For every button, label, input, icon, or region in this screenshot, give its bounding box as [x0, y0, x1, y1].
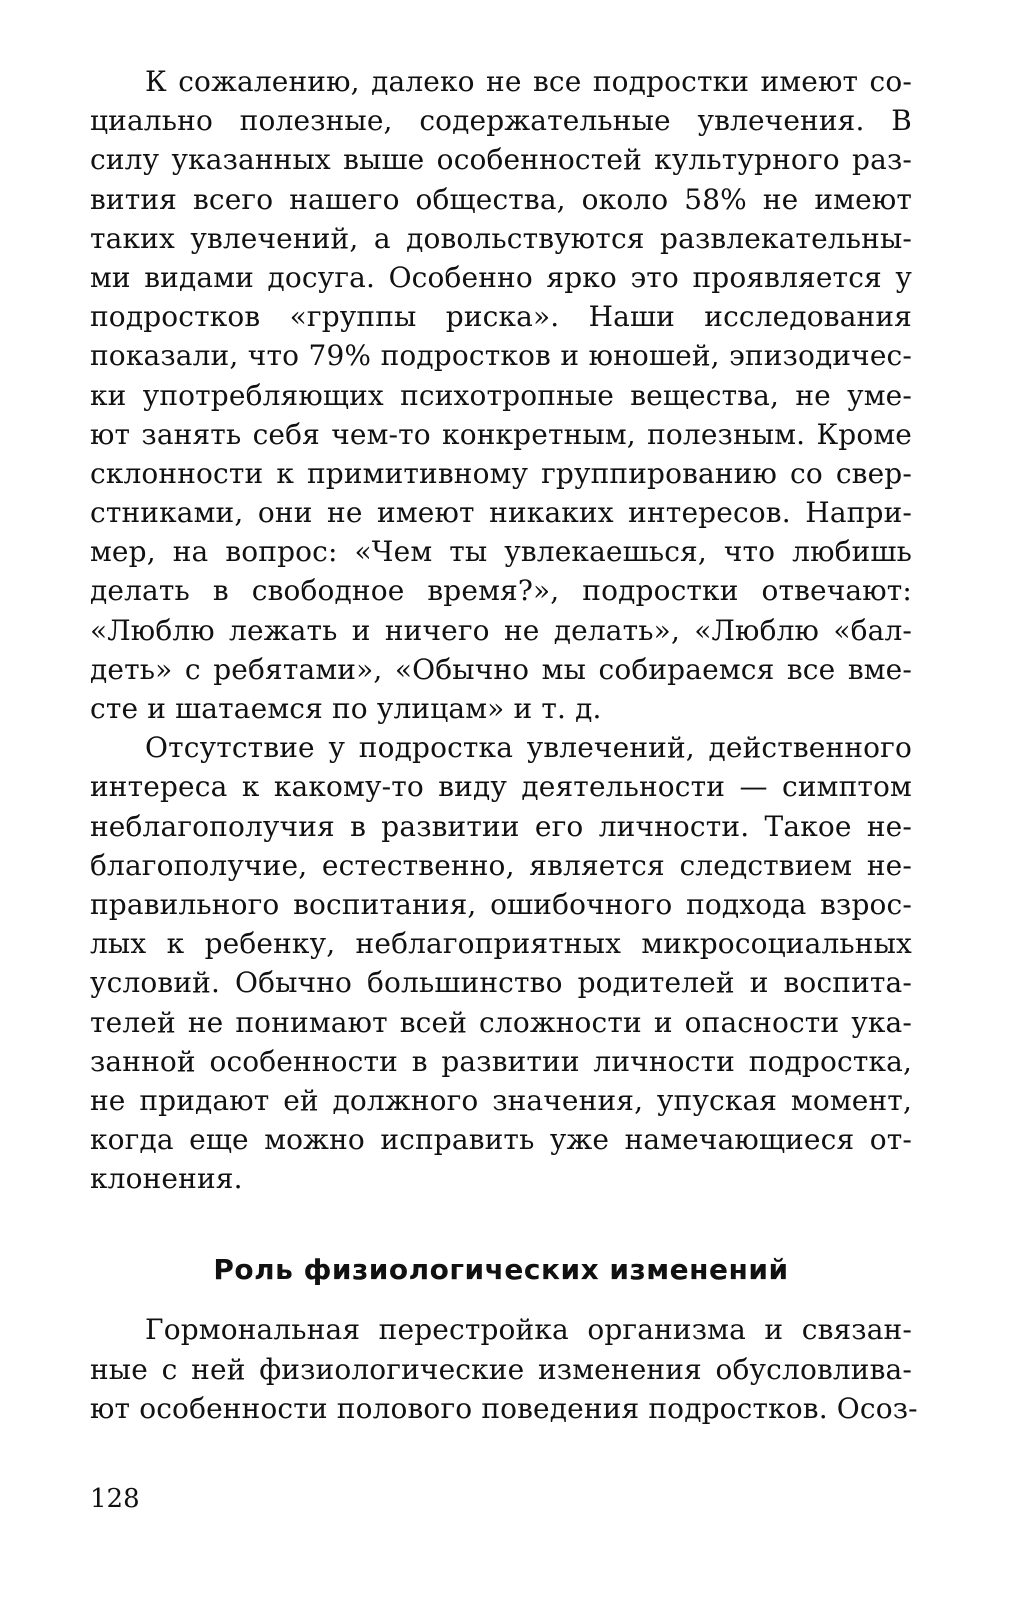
text-line: циально полезные, содержательные увлечения. В: [90, 104, 912, 138]
text-line: таких увлечений, а довольствуются развлекательны-: [90, 221, 912, 255]
text-line: силу указанных выше особенностей культурного раз-: [90, 143, 912, 177]
text-line: «Люблю лежать и ничего не делать», «Люблю «бал-: [90, 613, 912, 647]
text-line: лых к ребенку, неблагоприятных микросоциальных: [90, 927, 912, 961]
text-line: клонения.: [90, 1162, 243, 1196]
text-line: ные с ней физиологические изменения обусловлива-: [90, 1352, 912, 1386]
text-line: ки употребляющих психотропные вещества, не уме-: [90, 378, 912, 412]
text-line: деть» с ребятами», «Обычно мы собираемся все вме-: [90, 652, 912, 686]
text-line: правильного воспитания, ошибочного подхода взрос-: [90, 887, 912, 921]
page-body: [90, 62, 918, 1428]
text-line: делать в свободное время?», подростки отвечают:: [90, 574, 912, 608]
section-heading: Роль физиологических изменений: [213, 1253, 789, 1287]
text-line: ют занять себя чем-то конкретным, полезным. Кроме: [90, 417, 912, 451]
text-line: не придают ей должного значения, упуская момент,: [90, 1083, 912, 1117]
text-line: телей не понимают всей сложности и опасности ука-: [90, 1005, 912, 1039]
text-line: когда еще можно исправить уже намечающиеся от-: [90, 1123, 912, 1157]
text-line: неблагополучия в развитии его личности. Такое не-: [90, 809, 912, 843]
paragraph-2: [90, 728, 912, 1198]
text-line: занной особенности в развитии личности подростка,: [90, 1044, 912, 1078]
text-line: Гормональная перестройка организма и связан-: [145, 1313, 912, 1347]
text-line: подростков «группы риска». Наши исследования: [90, 300, 912, 334]
text-line: стниками, они не имеют никаких интересов. Напри-: [90, 496, 912, 530]
text-line: интереса к какому-то виду деятельности — симптом: [90, 770, 912, 804]
text-line: Отсутствие у подростка увлечений, действенного: [145, 731, 912, 765]
text-line: показали, что 79% подростков и юношей, эпизодичес-: [90, 339, 912, 373]
text-line: благополучие, естественно, является следствием не-: [90, 848, 912, 882]
page-number: 128: [90, 1484, 140, 1514]
text-line: мер, на вопрос: «Чем ты увлекаешься, что любишь: [90, 535, 912, 569]
text-line: вития всего нашего общества, около 58% не имеют: [90, 182, 912, 216]
text-line: ми видами досуга. Особенно ярко это проявляется у: [90, 260, 912, 294]
text-line: К сожалению, далеко не все подростки имеют со-: [145, 65, 912, 98]
text-line: сте и шатаемся по улицам» и т. д.: [90, 692, 602, 725]
text-line: ют особенности полового поведения подростков. Осоз-: [90, 1391, 918, 1425]
text-line: склонности к примитивному группированию со свер-: [90, 456, 912, 490]
paragraph-3: [90, 1310, 918, 1428]
text-line: условий. Обычно большинство родителей и воспита-: [90, 966, 912, 1000]
paragraph-1: [90, 62, 912, 728]
